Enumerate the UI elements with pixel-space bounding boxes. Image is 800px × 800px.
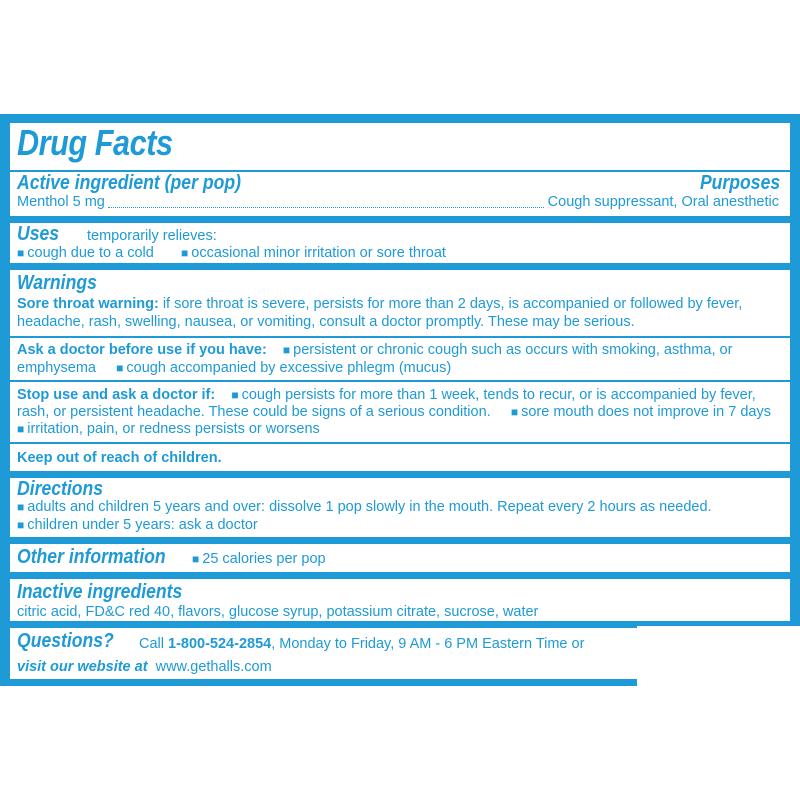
website-label: visit our website at: [17, 659, 148, 675]
active-ingredient-heading: Active ingredient (per pop): [17, 172, 241, 194]
page-title: Drug Facts: [17, 122, 173, 163]
uses-item: cough due to a cold: [27, 245, 154, 261]
warnings-divider: [10, 336, 790, 338]
other-information-item: 25 calories per pop: [202, 551, 326, 567]
ask-doctor-item: cough accompanied by excessive phlegm (mucus): [126, 360, 452, 376]
stop-use-item: irritation, pain, or redness persists or worsens: [27, 421, 320, 437]
inactive-ingredients-heading: Inactive ingredients: [17, 581, 183, 603]
active-ingredient-item: Menthol 5 mg: [17, 194, 105, 210]
keep-out-warning: Keep out of reach of children.: [17, 450, 222, 466]
directions-item: adults and children 5 years and over: dissolve 1 pop slowly in the mouth. Repeat every 2 hours as needed.: [27, 499, 712, 515]
square-bullet-icon: ■: [510, 405, 519, 419]
stop-use-label: Stop use and ask a doctor if:: [17, 387, 216, 403]
purpose-value: Cough suppressant, Oral anesthetic: [547, 194, 779, 210]
section-divider-heavy: [0, 572, 800, 579]
section-divider-heavy: [0, 263, 800, 270]
section-divider-heavy: [0, 537, 800, 544]
phone-number[interactable]: 1-800-524-2854: [168, 636, 272, 652]
square-bullet-icon: ■: [181, 246, 189, 260]
warnings-heading: Warnings: [17, 272, 97, 294]
leader-dots: [108, 207, 544, 208]
questions-heading: Questions?: [17, 630, 114, 652]
uses-heading: Uses: [17, 223, 60, 245]
square-bullet-icon: ■: [282, 343, 291, 357]
questions-notch: [637, 626, 800, 686]
other-information-heading: Other information: [17, 546, 166, 568]
sore-throat-text: headache, rash, swelling, nausea, or vomiting, consult a doctor promptly. These may be serious.: [17, 314, 635, 330]
hours-text: , Monday to Friday, 9 AM - 6 PM Eastern Time or: [271, 636, 585, 652]
section-divider-heavy: [0, 216, 800, 223]
square-bullet-icon: ■: [17, 246, 25, 260]
website-link[interactable]: www.gethalls.com: [155, 659, 272, 675]
section-divider-heavy: [0, 471, 800, 478]
square-bullet-icon: ■: [17, 500, 25, 514]
ask-doctor-label: Ask a doctor before use if you have:: [17, 342, 267, 358]
uses-item: occasional minor irritation or sore throat: [191, 245, 446, 261]
sore-throat-label: Sore throat warning:: [17, 296, 159, 312]
ask-doctor-item: persistent or chronic cough such as occurs with smoking, asthma, or: [293, 342, 733, 358]
sore-throat-text: if sore throat is severe, persists for more than 2 days, is accompanied or followed by fever,: [162, 296, 743, 312]
purposes-heading: Purposes: [699, 172, 780, 194]
square-bullet-icon: ■: [116, 361, 124, 375]
directions-item: children under 5 years: ask a doctor: [27, 517, 258, 533]
square-bullet-icon: ■: [192, 552, 200, 566]
directions-heading: Directions: [17, 478, 104, 500]
warnings-divider: [10, 380, 790, 382]
square-bullet-icon: ■: [231, 388, 239, 402]
warnings-divider: [10, 442, 790, 444]
square-bullet-icon: ■: [17, 518, 25, 532]
stop-use-item: rash, or persistent headache. These could be signs of a serious condition.: [17, 404, 491, 420]
stop-use-item: cough persists for more than 1 week, tends to recur, or is accompanied by fever,: [241, 387, 756, 403]
call-label: Call: [139, 636, 164, 652]
square-bullet-icon: ■: [17, 422, 25, 436]
inactive-ingredients-text: citric acid, FD&C red 40, flavors, glucose syrup, potassium citrate, sucrose, water: [17, 604, 539, 620]
uses-intro: temporarily relieves:: [87, 228, 217, 244]
ask-doctor-item: emphysema: [17, 360, 96, 376]
stop-use-item: sore mouth does not improve in 7 days: [521, 404, 771, 420]
